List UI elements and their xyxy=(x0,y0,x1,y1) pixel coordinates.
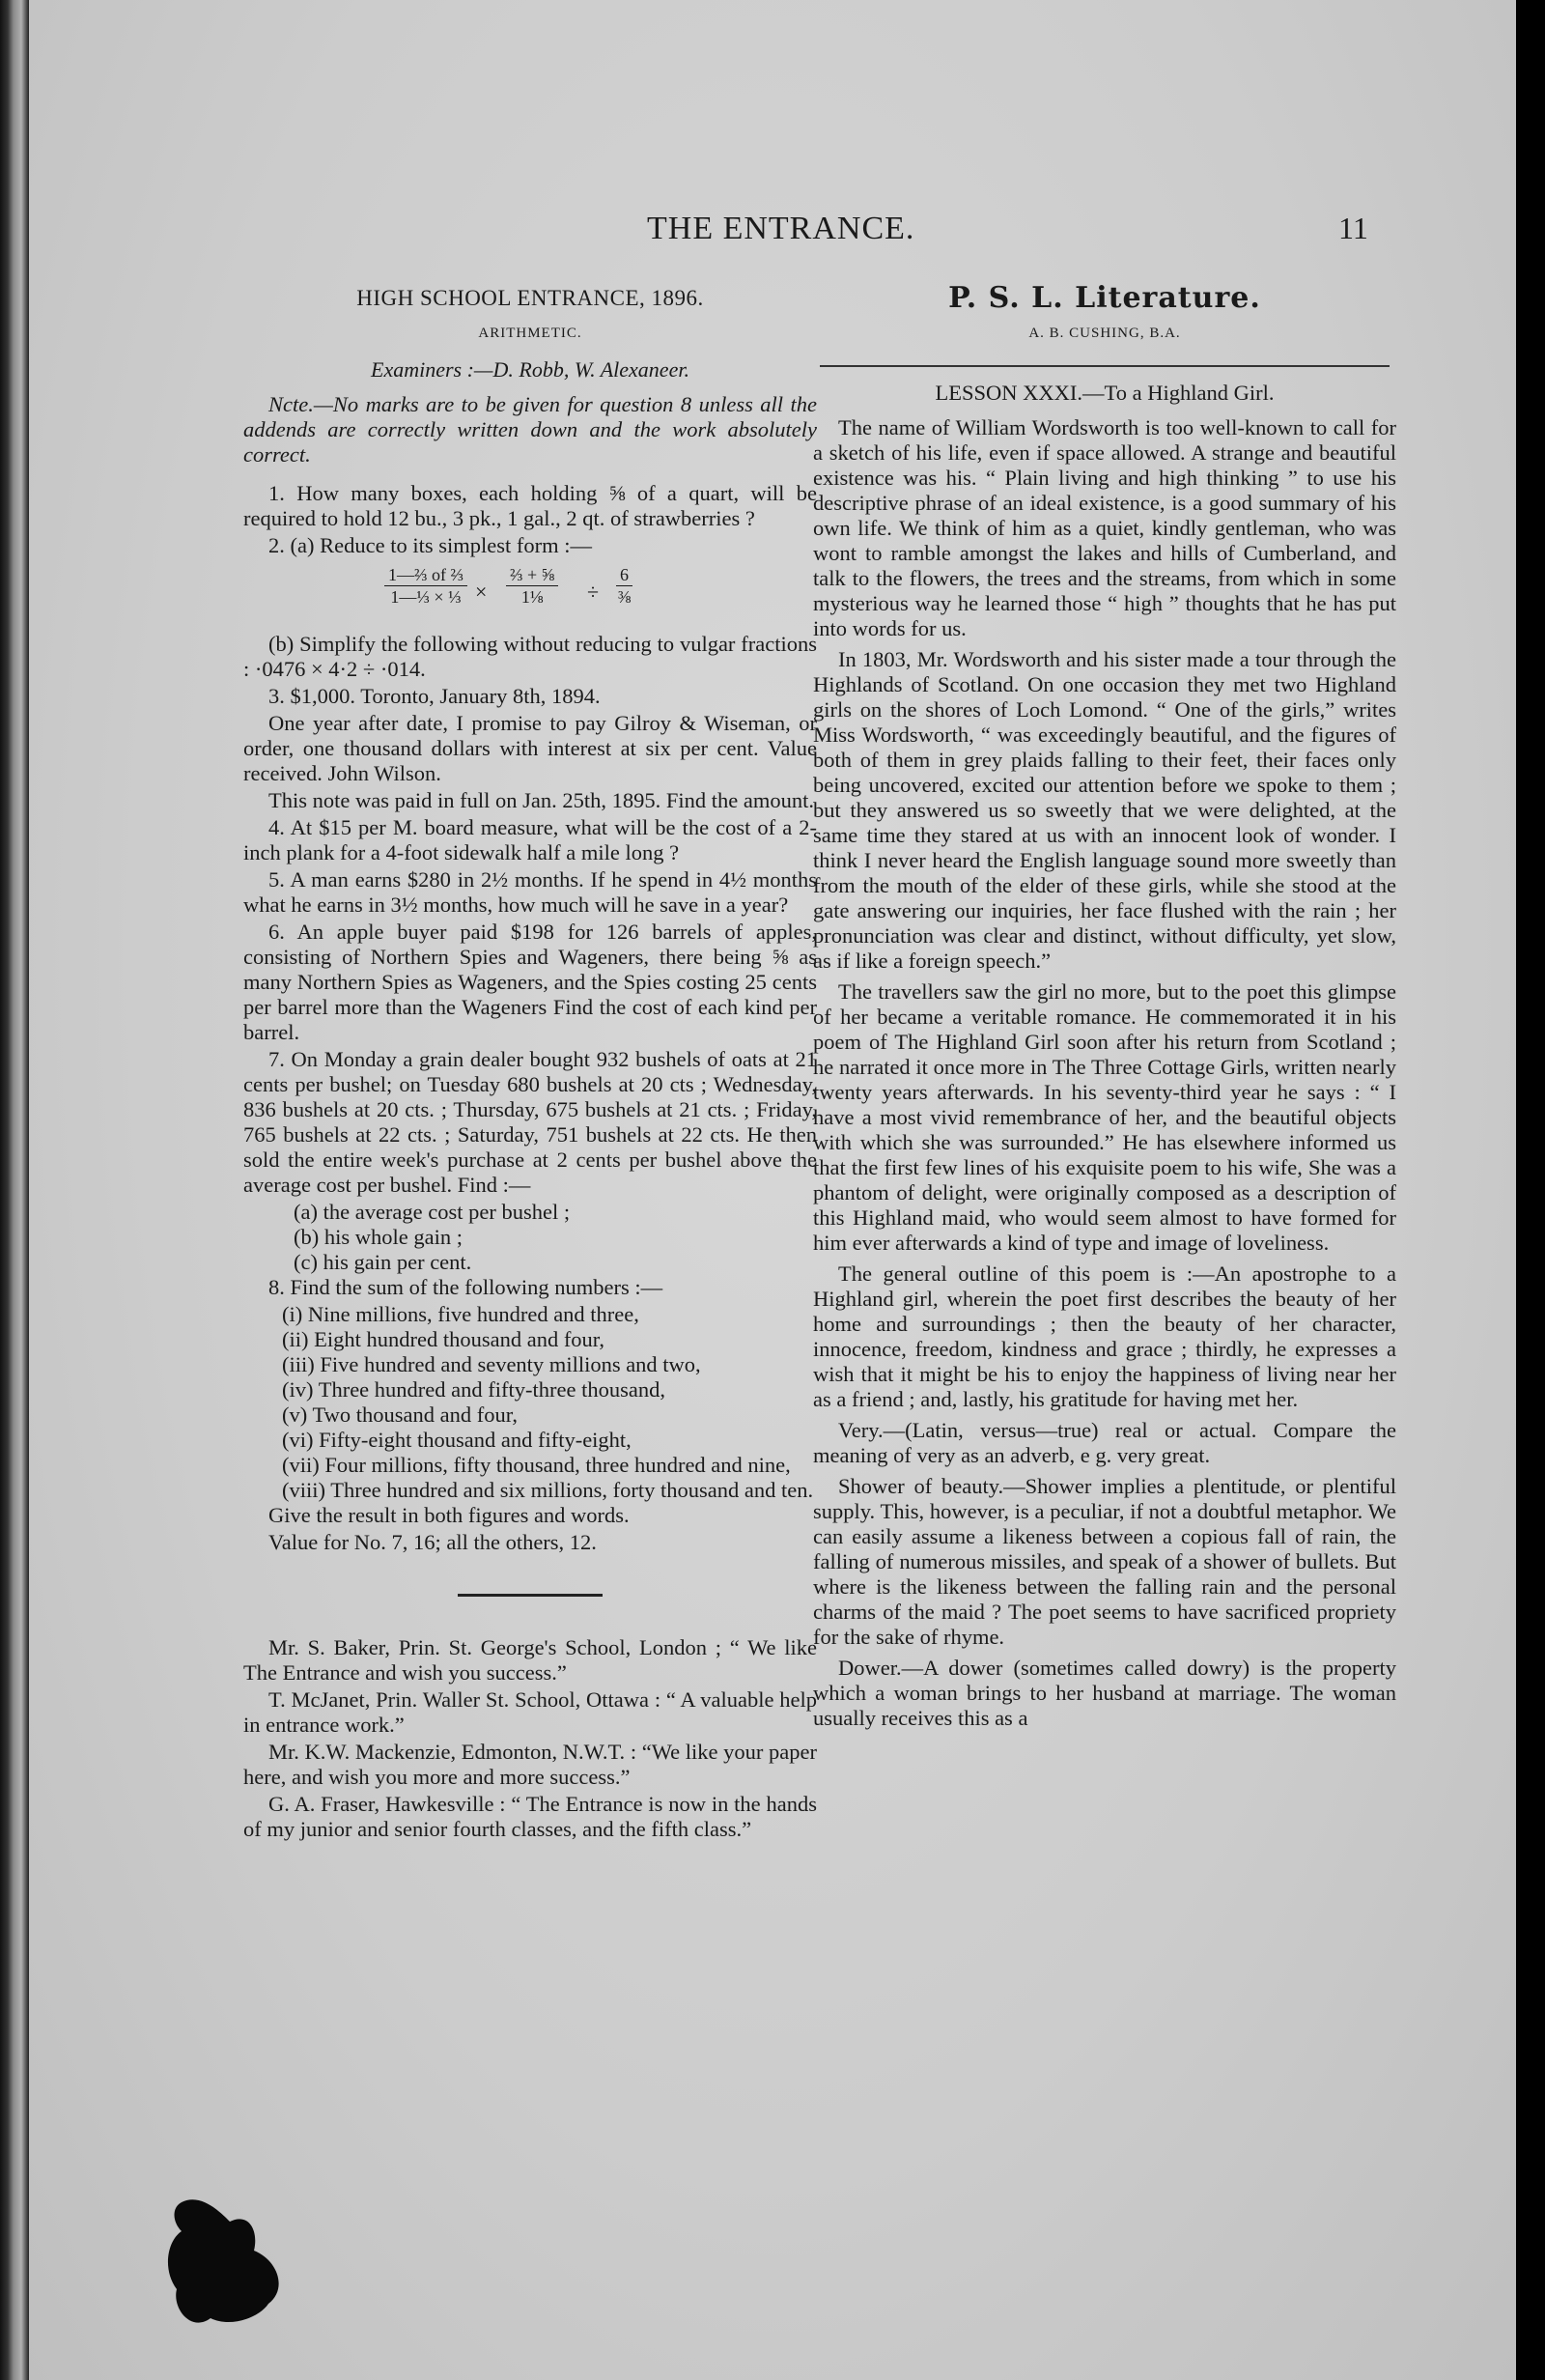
author-byline: A. B. CUSHING, B.A. xyxy=(1028,326,1181,341)
question-6: 6. An apple buyer paid $198 for 126 barrels of apples, consisting of Northern Spies and Wageners, there being ⅝ as many Northern Spies as Wageners, and the Spies costing 25 cents per barrel more than the Wageners Find the cost of each kind per barrel. xyxy=(243,920,817,1044)
exam-heading: HIGH SCHOOL ENTRANCE, 1896. xyxy=(356,286,704,310)
fraction-1: 1—⅔ of ⅔ 1—⅓ × ⅓ xyxy=(384,564,467,608)
list-item: (i) Nine millions, five hundred and three, xyxy=(282,1302,639,1326)
paragraph: Very.—(Latin, versus—true) real or actual. Compare the meaning of very as an adverb, e g. very great. xyxy=(813,1418,1396,1467)
question-8-parts xyxy=(243,1302,817,1503)
section-divider xyxy=(458,1594,603,1597)
fraction-2: ⅔ + ⅝ 1⅛ xyxy=(506,564,558,608)
testimonial: G. A. Fraser, Hawkesville : “ The Entrance is now in the hands of my junior and senior fourth classes, and the fifth class.” xyxy=(243,1792,817,1841)
list-item: (iii) Five hundred and seventy millions and two, xyxy=(282,1352,701,1376)
paragraph: The general outline of this poem is :—An apostrophe to a Highland girl, wherein the poet first describes the beauty of her home and surroundings ; then the beauty of her character, innocence, freedom, kindness and grace ; thirdly, he expresses a wish that it might be his to enjoy the happiness of living near her as a friend ; and, lastly, his gratitude for having met her. xyxy=(813,1261,1396,1411)
question-8: 8. Find the sum of the following numbers :— xyxy=(268,1275,663,1299)
question-2b: (b) Simplify the following without reducing to vulgar fractions : ·0476 × 4·2 ÷ ·014. xyxy=(243,632,817,681)
scan-edge-left xyxy=(0,0,29,2380)
list-item: (ii) Eight hundred thousand and four, xyxy=(282,1327,605,1351)
fraction-expression xyxy=(243,560,817,626)
list-item: (vi) Fifty-eight thousand and fifty-eight, xyxy=(282,1428,632,1452)
list-item: (vii) Four millions, fifty thousand, three hundred and nine, xyxy=(282,1453,791,1477)
times-sign: × xyxy=(475,580,488,604)
paragraph: In 1803, Mr. Wordsworth and his sister made a tour through the Highlands of Scotland. On one occasion they met two Highland girls on the shores of Loch Lomond. “ One of the girls,” writes Miss Wordsworth, “ was exceedingly beautiful, and the figures of both of them in grey plaids falling to their feet, their faces only being uncovered, excited our attention before we spoke to them ; but they answered us so sweetly that we were delighted, at the same time they stared at us with an innocent look of wonder. I think I never heard the English language sound more sweetly than from the mouth of the elder of these girls, while she stood at the gate answering our inquiries, her face flushed with the rain ; her pronunciation was clear and distinct, without difficulty, yet slow, as if like a foreign speech.” xyxy=(813,647,1396,973)
paragraph: The travellers saw the girl no more, but to the poet this glimpse of her became a veritable romance. He commemorated it in his poem of The Highland Girl soon after his return from Scotland ; he narrated it once more in The Three Cottage Girls, written nearly twenty years afterwards. In his seventy-third year he says : “ I have a most vivid remembrance of her, and the beautiful objects with which she was surrounded.” He has elsewhere informed us that the first few lines of his exquisite poem to his wife, She was a phantom of delight, were originally composed as a description of this Highland maid, who would seem almost to have formed for him ever afterwards a kind of type and image of loveliness. xyxy=(813,979,1396,1255)
examiners-line: Examiners :—D. Robb, W. Alexaneer. xyxy=(371,357,689,382)
section-heading: P. S. L. Literature. xyxy=(948,281,1261,315)
question-8-tail: Give the result in both figures and words. xyxy=(268,1503,630,1527)
question-7: 7. On Monday a grain dealer bought 932 bushels of oats at 21 cents per bushel; on Tuesday 680 bushels at 20 cts ; Wednesday, 836 bushels at 20 cts. ; Thursday, 675 bushels at 21 cts. ; Friday, 765 bushels at 22 cts. ; Saturday, 751 bushels at 22 cts. He then sold the entire week's purchase at 2 cents per bushel above the average cost per bushel. Find :— xyxy=(243,1047,817,1197)
paragraph: The name of William Wordsworth is too well-known to call for a sketch of his life, even if space allowed. A strange and beautiful existence was his. “ Plain living and high thinking ” to use his descriptive phrase of an ideal existence, is a good summary of his own life. We think of him as a quiet, kindly gentleman, who was wont to ramble amongst the lakes and hills of Cumberland, and talk to the flowers, the trees and the streams, from which in some mysterious way he learned those “ high ” thoughts that he has put into words for us. xyxy=(813,415,1396,640)
list-item: (v) Two thousand and four, xyxy=(282,1402,518,1427)
question-3-tail: This note was paid in full on Jan. 25th, 1895. Find the amount. xyxy=(268,788,814,812)
testimonials xyxy=(243,1635,817,1842)
testimonial: Mr. S. Baker, Prin. St. George's School, London ; “ We like The Entrance and wish you success.” xyxy=(243,1635,817,1685)
question-5: 5. A man earns $280 in 2½ months. If he spend in 4½ months what he earns in 3½ months, how much will he save in a year? xyxy=(243,867,817,917)
exam-subject: ARITHMETIC. xyxy=(478,326,582,341)
exam-note: Ncte.—No marks are to be given for question 8 unless all the addends are correctly written down and the work absolutely correct. xyxy=(243,392,817,467)
scan-edge-right xyxy=(1516,0,1545,2380)
question-3-body: One year after date, I promise to pay Gilroy & Wiseman, or order, one thousand dollars with interest at six per cent. Value received. John Wilson. xyxy=(243,711,817,785)
divide-sign: ÷ xyxy=(587,580,600,604)
question-4: 4. At $15 per M. board measure, what will be the cost of a 2-inch plank for a 4-foot sidewalk half a mile long ? xyxy=(243,815,817,864)
list-item: (c) his gain per cent. xyxy=(294,1250,472,1274)
running-head xyxy=(29,211,1516,249)
paragraph: Shower of beauty.—Shower implies a plentitude, or plentiful supply. This, however, is a peculiar, if not a doubtful metaphor. We can easily assume a likeness between a copious fall of rain, the falling of numerous missiles, and speak of a shower of bullets. But where is the likeness between the falling rain and the personal charms of the maid ? The poet seems to have sacrificed propriety for the sake of rhyme. xyxy=(813,1474,1396,1649)
page-title: THE ENTRANCE. xyxy=(647,211,915,246)
question-7-parts xyxy=(243,1200,817,1275)
heading-rule xyxy=(820,365,1390,367)
lesson-title: LESSON XXXI.—To a Highland Girl. xyxy=(935,381,1275,405)
question-2a: 2. (a) Reduce to its simplest form :— xyxy=(268,533,592,557)
list-item: (b) his whole gain ; xyxy=(294,1225,463,1249)
paragraph: Dower.—A dower (sometimes called dowry) is the property which a woman brings to her husband at marriage. The woman usually receives this as a xyxy=(813,1656,1396,1730)
document-page xyxy=(29,0,1516,2380)
testimonial: Mr. K.W. Mackenzie, Edmonton, N.W.T. : “We like your paper here, and wish you more and more success.” xyxy=(243,1740,817,1789)
question-values: Value for No. 7, 16; all the others, 12. xyxy=(268,1530,597,1554)
question-3-head: 3. $1,000. Toronto, January 8th, 1894. xyxy=(268,684,601,708)
ink-blot xyxy=(162,2193,297,2338)
left-column xyxy=(243,286,817,1844)
question-1: 1. How many boxes, each holding ⅝ of a quart, will be required to hold 12 bu., 3 pk., 1 gal., 2 qt. of strawberries ? xyxy=(243,481,817,530)
list-item: (iv) Three hundred and fifty-three thousand, xyxy=(282,1377,665,1402)
list-item: (viii) Three hundred and six millions, forty thousand and ten. xyxy=(282,1478,814,1502)
list-item: (a) the average cost per bushel ; xyxy=(294,1200,571,1224)
fraction-3: 6 ⅜ xyxy=(617,565,632,607)
testimonial: T. McJanet, Prin. Waller St. School, Ottawa : “ A valuable help in entrance work.” xyxy=(243,1687,817,1737)
right-column xyxy=(813,281,1396,1737)
page-number: 11 xyxy=(1338,211,1368,245)
